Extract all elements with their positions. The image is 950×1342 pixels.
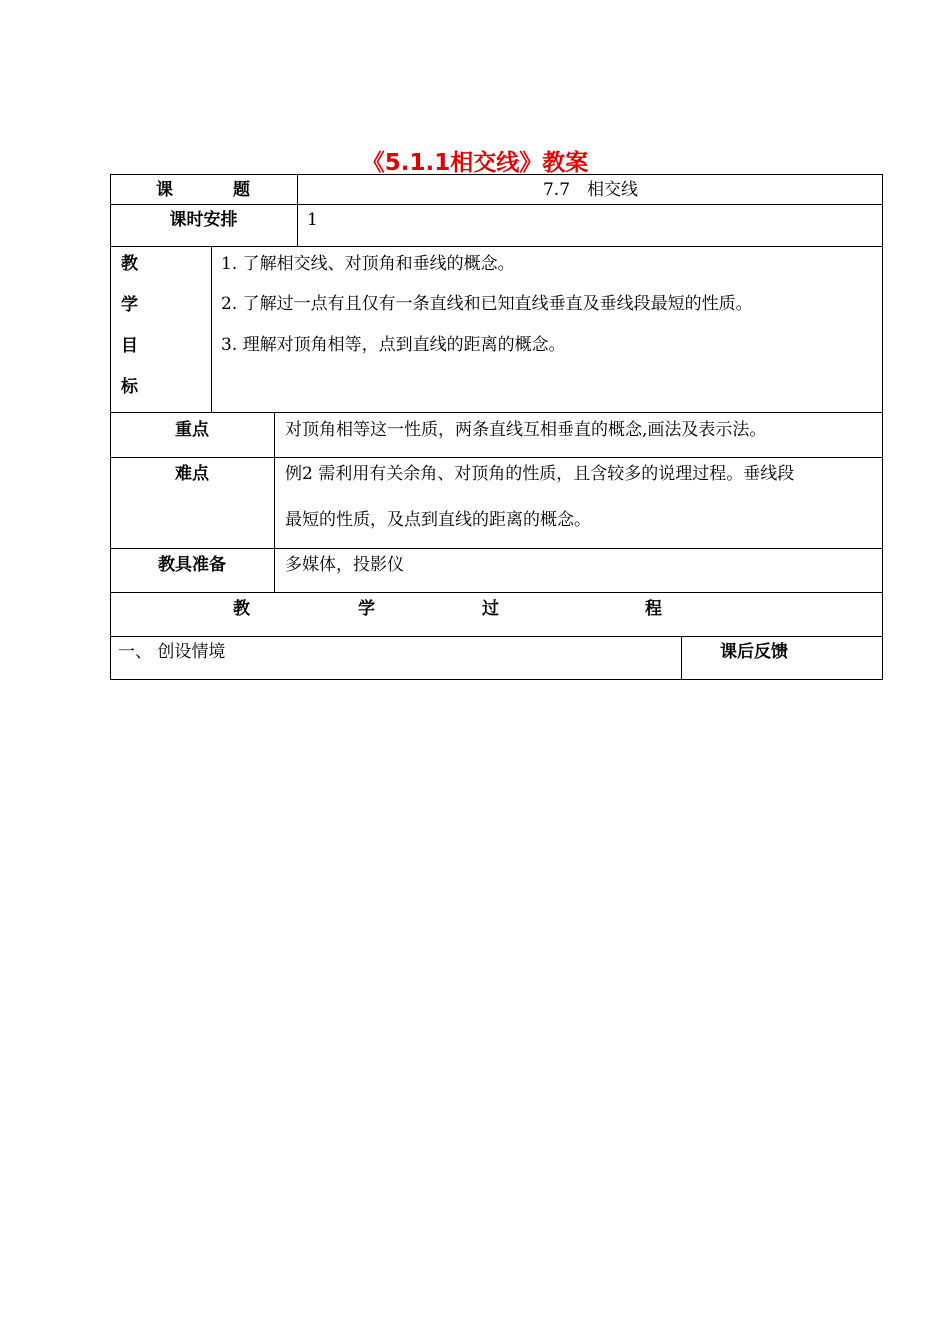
objective-item: 1. 了解相交线、对顶角和垂线的概念。 [221,254,515,274]
row-divider [110,548,883,549]
objectives-label-char: 教 [121,254,138,274]
process-char: 教 [233,599,250,619]
row-divider [110,246,883,247]
page-title: 《5.1.1相交线》教案 [361,150,589,176]
key-point-label: 重点 [175,420,209,440]
section-title: 一、 创设情境 [118,642,226,662]
row-divider [110,412,883,413]
objective-item: 2. 了解过一点有且仅有一条直线和已知直线垂直及垂线段最短的性质。 [221,294,753,314]
objectives-label-char: 标 [121,377,138,397]
row-divider [110,592,883,593]
row-divider [110,457,883,458]
row-divider [110,204,883,205]
topic-label-b: 题 [233,180,250,200]
process-char: 过 [482,599,499,619]
tools-label: 教具准备 [158,555,226,575]
difficulty-line: 最短的性质，及点到直线的距离的概念。 [285,510,591,530]
topic-label-a: 课 [156,180,173,200]
row-divider [110,636,883,637]
topic-value: 7.7 相交线 [542,180,639,200]
objectives-label-char: 学 [121,295,138,315]
objective-item: 3. 理解对顶角相等，点到直线的距离的概念。 [221,335,566,355]
process-char: 程 [645,599,662,619]
tools-value: 多媒体，投影仪 [285,555,404,575]
objectives-label-char: 目 [121,336,138,356]
col-divider [681,636,682,680]
feedback-label: 课后反馈 [720,642,788,662]
col-divider [211,246,212,412]
key-point-value: 对顶角相等这一性质，两条直线互相垂直的概念,画法及表示法。 [285,420,767,440]
schedule-label: 课时安排 [169,210,238,230]
col-divider [274,412,275,592]
difficulty-line: 例2 需利用有关余角、对顶角的性质，且含较多的说理过程。垂线段 [285,464,795,484]
process-char: 学 [358,599,375,619]
difficulty-label: 难点 [175,464,209,484]
schedule-value: 1 [307,210,318,230]
